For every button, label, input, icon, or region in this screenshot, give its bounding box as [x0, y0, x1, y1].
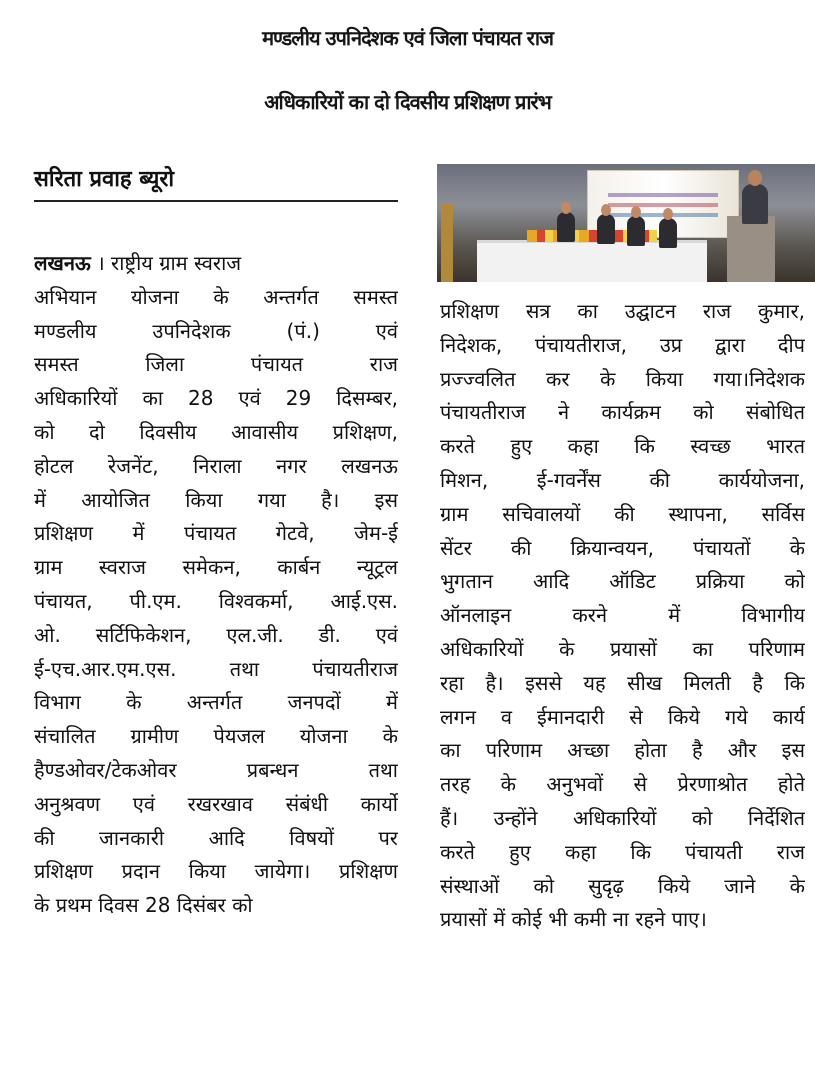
article-line: रहा है। इससे यह सीख मिलती है कि: [440, 670, 805, 695]
seated-person-head: [631, 206, 641, 218]
article-line: संचालित ग्रामीण पेयजल योजना के: [34, 724, 398, 749]
lamp-stand: [441, 204, 453, 282]
article-line: के प्रथम दिवस 28 दिसंबर को: [34, 893, 253, 918]
article-column-left: [34, 247, 398, 923]
podium: [727, 216, 775, 282]
article-line: मिशन, ई-गवर्नेंस की कार्ययोजना,: [440, 467, 805, 492]
article-line: हैं। उन्होंने अधिकारियों को निर्देशित: [440, 805, 805, 830]
article-line: अधिकारियों के प्रयासों का परिणाम: [440, 636, 805, 661]
speaker-head: [748, 170, 762, 186]
article-line: विभाग के अन्तर्गत जनपदों में: [34, 690, 398, 715]
article-line: प्रशिक्षण प्रदान किया जायेगा। प्रशिक्षण: [34, 859, 398, 884]
article-line: अधिकारियों का 28 एवं 29 दिसम्बर,: [34, 386, 398, 411]
article-line-text: । राष्ट्रीय ग्राम स्वराज: [90, 251, 242, 275]
article-line: अनुश्रवण एवं रखरखाव संबंधी कार्यो: [34, 791, 398, 816]
article-line: अभियान योजना के अन्तर्गत समस्त: [34, 284, 398, 309]
article-line: होटल रेजनेंट, निराला नगर लखनऊ: [34, 453, 398, 478]
article-line: प्रशिक्षण सत्र का उद्घाटन राज कुमार,: [440, 299, 805, 323]
article-line: प्रशिक्षण में पंचायत गेटवे, जेम-ई: [34, 521, 398, 546]
seated-person-head: [561, 202, 571, 214]
article-line: पंचायतीराज ने कार्यक्रम को संबोधित: [440, 400, 805, 425]
article-line: सेंटर की क्रियान्वयन, पंचायतों के: [440, 535, 805, 560]
article-line: [34, 247, 398, 281]
article-line: करते हुए कहा कि स्वच्छ भारत: [440, 434, 805, 459]
headline-line-2: अधिकारियों का दो दिवसीय प्रशिक्षण प्रारंभ: [264, 90, 551, 114]
article-line: ग्राम स्वराज समेकन, कार्बन न्यूट्रल: [34, 555, 398, 580]
article-line: प्रयासों में कोई भी कमी ना रहने पाए।: [440, 907, 707, 932]
article-line: में आयोजित किया गया है। इस: [34, 487, 398, 512]
event-photo: [437, 164, 815, 282]
seated-person-head: [663, 208, 673, 220]
headline: [0, 6, 815, 134]
seated-person-head: [601, 204, 611, 216]
article-line: को दो दिवसीय आवासीय प्रशिक्षण,: [34, 419, 398, 444]
article-line: की जानकारी आदि विषयों पर: [34, 825, 398, 850]
dateline: लखनऊ: [34, 251, 91, 275]
speaker: [742, 184, 768, 224]
article-line: ई-एच.आर.एम.एस. तथा पंचायतीराज: [34, 656, 398, 681]
article-line: संस्थाओं को सुदृढ़ किये जाने के: [440, 873, 805, 898]
headline-line-1: मण्डलीय उपनिदेशक एवं जिला पंचायत राज: [262, 26, 553, 50]
banner-text-mark: [608, 193, 718, 197]
article-line: निदेशक, पंचायतीराज, उप्र द्वारा दीप: [440, 332, 805, 357]
article-line: ग्राम सचिवालयों की स्थापना, सर्विस: [440, 501, 805, 526]
article-line: मण्डलीय उपनिदेशक (पं.) एवं: [34, 318, 398, 343]
seated-person: [597, 214, 615, 244]
article-line: लगन व ईमानदारी से किये गये कार्य: [440, 704, 805, 729]
seated-person: [627, 216, 645, 246]
article-line: ऑनलाइन करने में विभागीय: [440, 603, 805, 628]
article-line: प्रज्ज्वलित कर के किया गया।निदेशक: [440, 366, 805, 391]
seated-person: [659, 218, 677, 248]
article-line: तरह के अनुभवों से प्रेरणाश्रोत होते: [440, 772, 805, 797]
article-line: का परिणाम अच्छा होता है और इस: [440, 738, 805, 763]
seated-person: [557, 212, 575, 242]
article-line: हैण्डओवर/टेकओवर प्रबन्धन तथा: [34, 757, 398, 782]
article-line: ओ. सर्टिफिकेशन, एल.जी. डी. एवं: [34, 622, 398, 647]
article-line: भुगतान आदि ऑडिट प्रक्रिया को: [440, 569, 805, 594]
article-line: पंचायत, पी.एम. विश्वकर्मा, आई.एस.: [34, 588, 398, 613]
byline: सरिता प्रवाह ब्यूरो: [34, 162, 398, 202]
article-line: करते हुए कहा कि पंचायती राज: [440, 839, 805, 864]
article-line: समस्त जिला पंचायत राज: [34, 352, 398, 377]
article-column-right: [440, 295, 805, 937]
